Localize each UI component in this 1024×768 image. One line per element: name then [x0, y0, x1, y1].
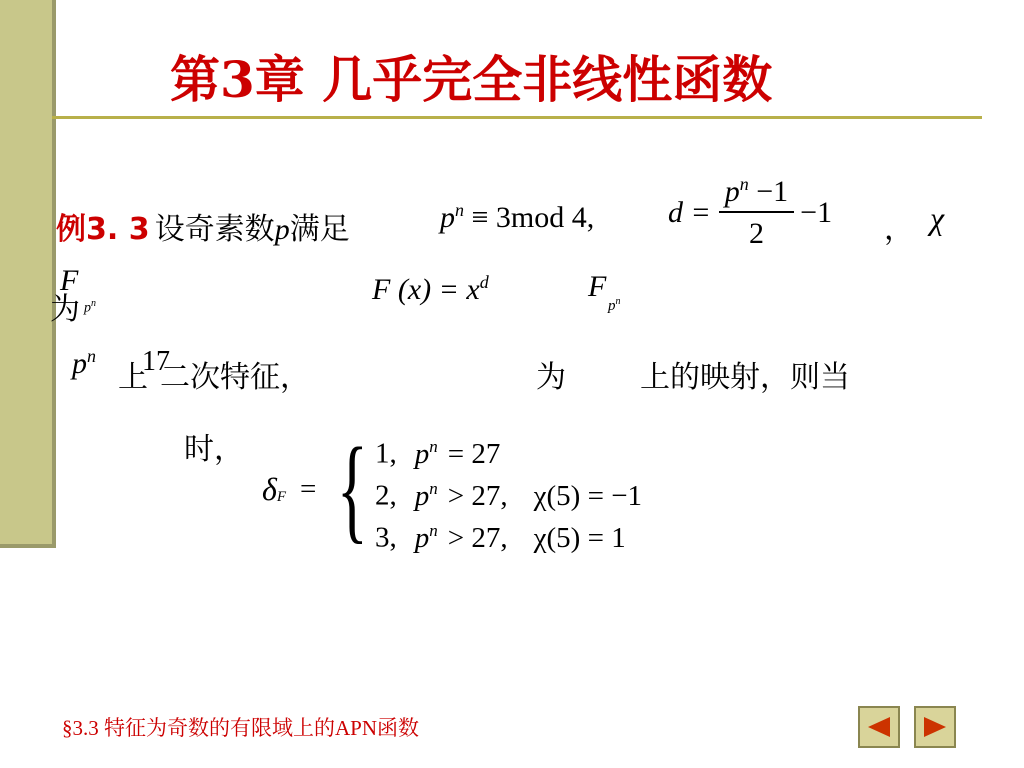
case-tail: χ(5) = 1	[533, 521, 626, 554]
field-F2-subscript	[608, 296, 621, 315]
congruence-formula	[440, 200, 594, 235]
delta-piecewise	[262, 423, 643, 554]
fx-formula	[372, 272, 489, 307]
line2-pn-exp: n	[87, 346, 96, 366]
text-prime-intro: 设奇素数	[154, 212, 275, 247]
footer-section-label: §3.3 特征为奇数的有限域上的APN函数	[62, 716, 420, 740]
case-pn-base: p	[414, 479, 430, 512]
congruence-text: ≡ 3mod 4,	[471, 201, 595, 234]
case-pn-base: p	[414, 437, 430, 470]
delta-subscript: F	[276, 488, 287, 505]
d-fraction	[719, 174, 794, 251]
triangle-left-icon	[864, 714, 894, 740]
case-head: 3,	[375, 521, 397, 554]
line2-pn	[72, 346, 96, 381]
field-F-base: F	[60, 264, 79, 297]
case-row	[375, 468, 642, 510]
case-pn-exp: n	[429, 437, 438, 456]
case-pn-exp: n	[429, 479, 438, 498]
delta-equals: =	[300, 472, 317, 505]
field-F-subscript	[84, 298, 96, 317]
line2-text-a: 上	[118, 360, 148, 395]
text-satisfy: 满足	[289, 212, 350, 247]
fx-text: F (x) = x	[372, 273, 480, 306]
title-divider	[52, 116, 982, 119]
line2-text-b: 二次特征，	[160, 360, 310, 395]
case-head: 1,	[375, 437, 397, 470]
case-pn-base: p	[414, 521, 430, 554]
line2-wei: 为	[536, 360, 566, 395]
chi-symbol: χ	[930, 200, 945, 236]
field-F2-sub-p: p	[608, 298, 616, 314]
case-pn-exp: n	[429, 521, 438, 540]
d-denominator: 2	[748, 217, 764, 250]
left-brace: {	[337, 423, 369, 554]
pn-exp: n	[455, 200, 464, 220]
case-rows	[375, 426, 642, 552]
case-row	[375, 426, 642, 468]
next-slide-button[interactable]	[914, 706, 956, 748]
field-F-symbol	[60, 264, 78, 298]
d-num-exp: n	[739, 174, 749, 194]
example-label: 例3. 3	[56, 212, 150, 247]
line3-text: 时，	[184, 432, 244, 467]
prev-slide-button[interactable]	[858, 706, 900, 748]
pn-base: p	[440, 201, 455, 234]
d-num-base: p	[724, 175, 740, 208]
comma-cn: ，	[884, 212, 914, 247]
case-head: 2,	[375, 479, 397, 512]
d-num-tail: −1	[748, 175, 789, 208]
case-relation: > 27,	[447, 479, 508, 512]
case-row	[375, 510, 642, 552]
line2-overlap-number: 17	[142, 346, 170, 377]
field-F-sub-n: n	[91, 298, 96, 309]
sidebar-decoration	[0, 0, 52, 546]
slide-title: 第3章 几乎完全非线性函数	[170, 50, 773, 109]
line2-pn-base: p	[72, 347, 87, 380]
var-p: p	[274, 213, 290, 246]
text-wei: 为	[50, 292, 80, 327]
fx-exp: d	[479, 272, 489, 292]
d-lhs: d =	[668, 195, 711, 229]
example-line-1	[56, 204, 350, 248]
triangle-right-icon	[920, 714, 950, 740]
d-formula	[668, 174, 832, 251]
sidebar-bottom-shadow	[0, 544, 56, 548]
field-F2-sub-n: n	[615, 296, 621, 307]
delta-symbol: δ	[262, 470, 277, 507]
sidebar-shadow	[52, 0, 56, 546]
d-tail: −1	[800, 195, 833, 229]
case-relation: > 27,	[447, 521, 508, 554]
field-F-sub-p: p	[84, 300, 91, 316]
field-F2-symbol: F	[588, 270, 607, 303]
line2-text-c: 上的映射，则当	[640, 360, 850, 395]
case-relation: = 27	[447, 437, 501, 470]
case-tail: χ(5) = −1	[533, 479, 643, 512]
